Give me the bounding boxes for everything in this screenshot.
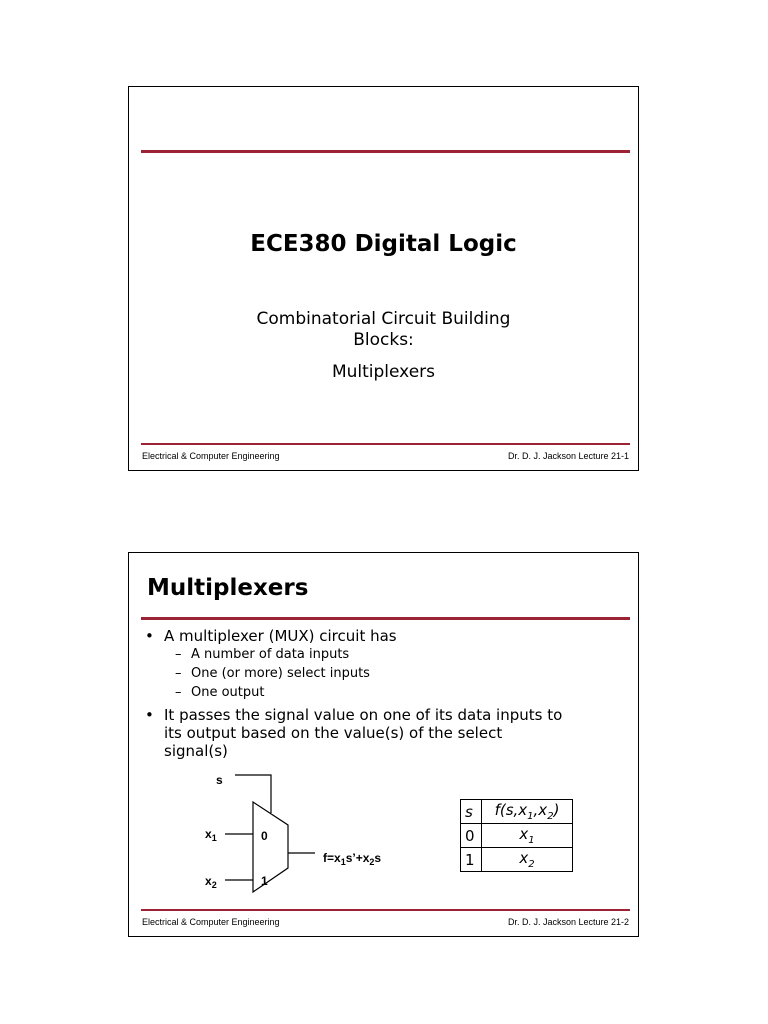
select-label: s — [216, 773, 223, 787]
table-cell: 0 — [461, 824, 482, 848]
bullet-text-line: It passes the signal value on one of its data inputs to — [164, 706, 563, 724]
subtitle-line-1: Combinatorial Circuit Building — [256, 309, 511, 329]
bullet-list — [145, 627, 630, 760]
slide-title: Multiplexers — [147, 575, 309, 601]
sub-bullet-item — [145, 664, 630, 683]
truth-table — [460, 799, 573, 872]
sub-bullet-text: One (or more) select inputs — [191, 666, 370, 681]
port0-label: 0 — [261, 829, 268, 843]
mux-trapezoid — [253, 802, 288, 892]
bullet-item — [145, 627, 630, 645]
bullet-item — [145, 706, 630, 760]
table-row — [461, 824, 573, 848]
footer-lecture: Dr. D. J. Jackson Lecture 21-2 — [507, 917, 629, 927]
bullet-text — [164, 706, 562, 760]
header-rule — [141, 617, 630, 620]
footer-lecture: Dr. D. J. Jackson Lecture 21-1 — [507, 451, 629, 461]
dash-marker: – — [175, 647, 182, 662]
slide-1 — [128, 86, 639, 471]
sub-bullet-item — [145, 645, 630, 664]
footer-department: Electrical & Computer Engineering — [142, 917, 280, 927]
slide-title: ECE380 Digital Logic — [250, 231, 517, 257]
bullet-text-line: signal(s) — [164, 742, 228, 760]
header-cell: s — [461, 800, 482, 824]
bullet-marker: • — [145, 706, 154, 724]
footer-department: Electrical & Computer Engineering — [142, 451, 280, 461]
sub-bullet-text: A number of data inputs — [191, 647, 350, 662]
bullet-marker: • — [145, 627, 154, 645]
footer-rule — [141, 443, 630, 445]
table-cell: 1 — [461, 848, 482, 872]
table-row — [461, 848, 573, 872]
bullet-text-line: its output based on the value(s) of the select — [164, 724, 503, 742]
header-rule — [141, 150, 630, 153]
sub-bullet-item — [145, 683, 630, 702]
dash-marker: – — [175, 685, 182, 700]
dash-marker: – — [175, 666, 182, 681]
output-expression: $f=x_1s’+x_2s$ — [323, 851, 382, 867]
subtitle-line-3: Multiplexers — [331, 362, 436, 382]
bullet-text: A multiplexer (MUX) circuit has — [164, 627, 397, 645]
header-cell: $f(s,x_1,x_2)$ — [482, 800, 573, 824]
subtitle-line-2: Blocks: — [353, 330, 414, 350]
table-row — [461, 800, 573, 824]
input2-label: $x_2$ — [205, 874, 217, 890]
input1-label: $x_1$ — [205, 827, 217, 843]
sub-bullet-text: One output — [191, 685, 265, 700]
table-cell: $x_2$ — [482, 848, 573, 872]
mux-diagram — [195, 768, 415, 893]
port1-label: 1 — [261, 874, 268, 888]
table-cell: $x_1$ — [482, 824, 573, 848]
footer-rule — [141, 909, 630, 911]
slide-2 — [128, 552, 639, 937]
